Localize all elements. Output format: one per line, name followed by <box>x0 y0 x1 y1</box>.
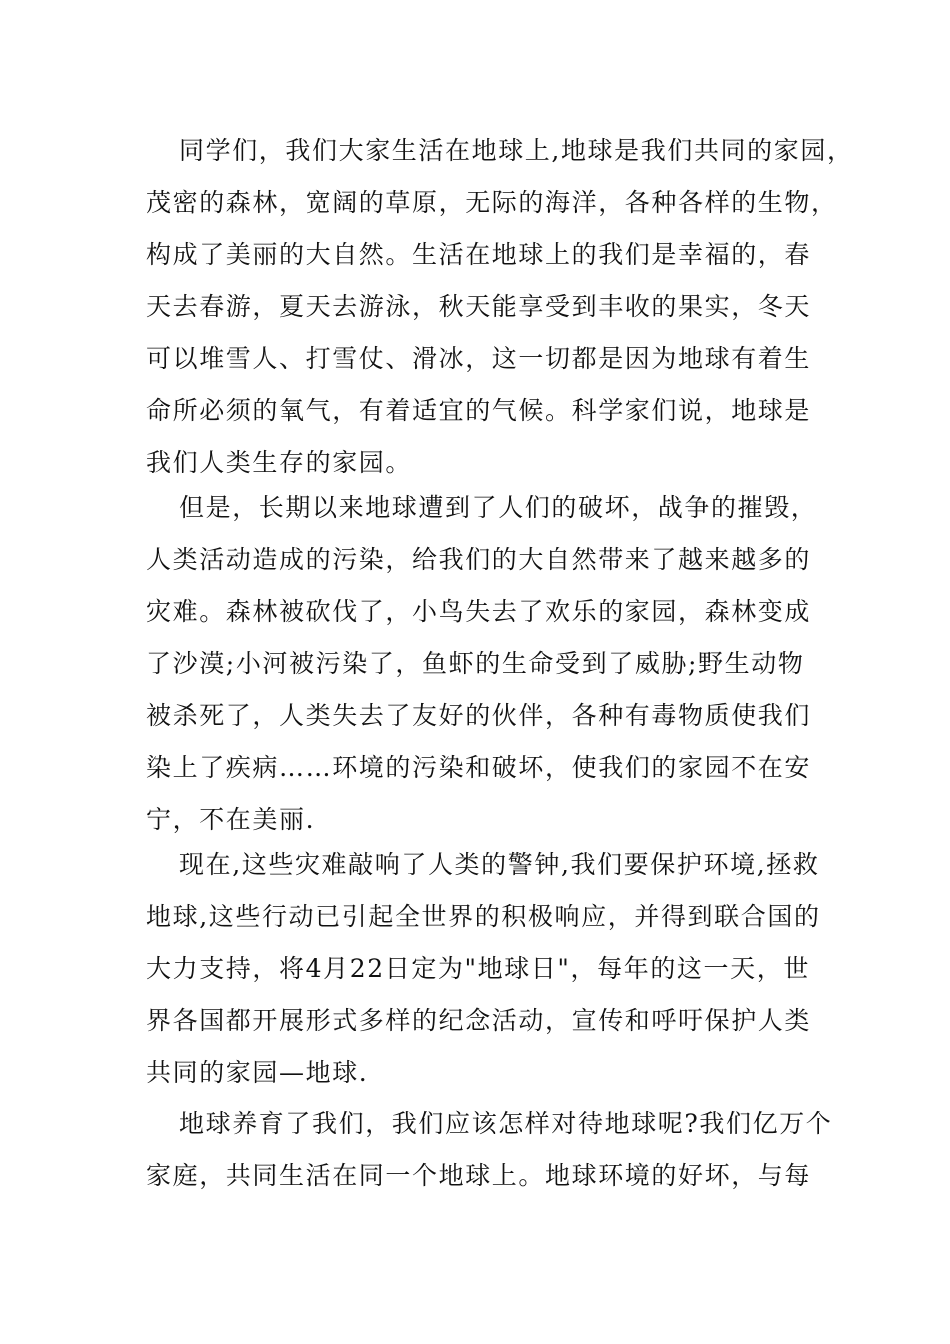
paragraph-line: 现在,这些灾难敲响了人类的警钟,我们要保护环境,拯救 <box>179 850 820 879</box>
paragraph-line: 构成了美丽的大自然。生活在地球上的我们是幸福的，春 <box>146 240 812 269</box>
paragraph-line: 被杀死了，人类失去了友好的伙伴，各种有毒物质使我们 <box>146 701 812 730</box>
paragraph-line: 同学们，我们大家生活在地球上,地球是我们共同的家园， <box>179 136 854 165</box>
paragraph-line: 了沙漠;小河被污染了，鱼虾的生命受到了威胁;野生动物 <box>146 649 805 678</box>
paragraph-line: 天去春游，夏天去游泳，秋天能享受到丰收的果实，冬天 <box>146 292 812 321</box>
paragraph-line: 但是，长期以来地球遭到了人们的破坏，战争的摧毁， <box>179 493 818 522</box>
paragraph-line: 地球,这些行动已引起全世界的积极响应，并得到联合国的 <box>146 902 821 931</box>
paragraph-line: 灾难。森林被砍伐了，小鸟失去了欢乐的家园，森林变成 <box>146 597 812 626</box>
paragraph-line: 我们人类生存的家园。 <box>146 448 413 477</box>
paragraph-line: 界各国都开展形式多样的纪念活动，宣传和呼吁保护人类 <box>146 1006 812 1035</box>
paragraph-line: 大力支持，将4月22日定为"地球日"，每年的这一天，世 <box>146 954 810 983</box>
paragraph-line: 共同的家园—地球. <box>146 1058 369 1087</box>
paragraph-1 <box>146 125 854 489</box>
paragraph-line: 家庭，共同生活在同一个地球上。地球环境的好坏，与每 <box>146 1161 812 1190</box>
paragraph-line: 可以堆雪人、打雪仗、滑冰，这一切都是因为地球有着生 <box>146 344 812 373</box>
paragraph-line: 命所必须的氧气，有着适宜的气候。科学家们说，地球是 <box>146 396 812 425</box>
paragraph-4 <box>146 1098 833 1202</box>
paragraph-line: 染上了疾病……环境的污染和破坏，使我们的家园不在安 <box>146 753 812 782</box>
paragraph-3 <box>146 839 826 1099</box>
paragraph-line: 人类活动造成的污染，给我们的大自然带来了越来越多的 <box>146 545 812 574</box>
paragraph-2 <box>146 482 826 846</box>
paragraph-line: 宁，不在美丽. <box>146 805 316 834</box>
paragraph-line: 地球养育了我们，我们应该怎样对待地球呢?我们亿万个 <box>179 1109 833 1138</box>
paragraph-line: 茂密的森林，宽阔的草原，无际的海洋，各种各样的生物， <box>146 188 838 217</box>
